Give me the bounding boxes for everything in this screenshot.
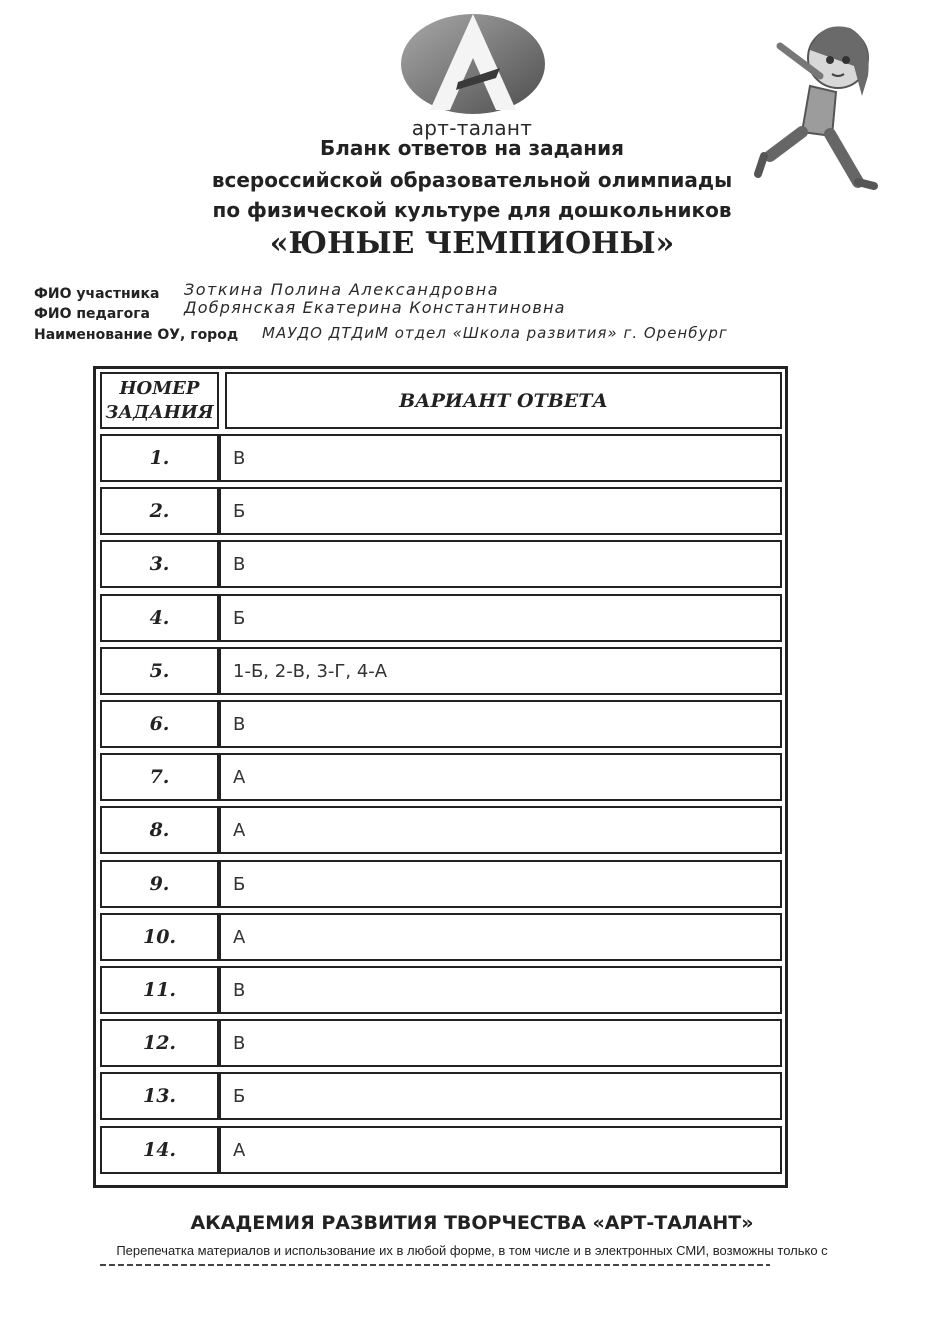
footer-cutoff-line bbox=[100, 1262, 770, 1268]
header-number-cell bbox=[100, 372, 219, 429]
task-number-cell: 10. bbox=[100, 913, 219, 961]
answer-cell: А bbox=[219, 806, 782, 854]
answer-cell: Б bbox=[219, 487, 782, 535]
olympiad-name: «ЮНЫЕ ЧЕМПИОНЫ» bbox=[269, 226, 675, 261]
task-number-cell: 8. bbox=[100, 806, 219, 854]
subject-line: по физической культуре для дошкольников bbox=[212, 198, 732, 222]
task-number-cell: 13. bbox=[100, 1072, 219, 1120]
form-title: Бланк ответов на задания bbox=[320, 136, 624, 160]
answer-cell: В bbox=[219, 966, 782, 1014]
task-number-cell: 1. bbox=[100, 434, 219, 482]
participant-value: Зоткина Полина Александровна bbox=[184, 280, 500, 299]
task-number-cell: 6. bbox=[100, 700, 219, 748]
brand-name: арт-талант bbox=[411, 116, 533, 140]
task-number-cell: 5. bbox=[100, 647, 219, 695]
task-number-cell: 11. bbox=[100, 966, 219, 1014]
task-number-cell: 2. bbox=[100, 487, 219, 535]
art-talant-logo-icon bbox=[398, 2, 548, 122]
answer-cell: 1-Б, 2-В, 3-Г, 4-А bbox=[219, 647, 782, 695]
task-number-cell: 3. bbox=[100, 540, 219, 588]
answer-cell: Б bbox=[219, 860, 782, 908]
task-number-cell: 9. bbox=[100, 860, 219, 908]
task-number-cell: 14. bbox=[100, 1126, 219, 1174]
answer-cell: В bbox=[219, 700, 782, 748]
footer-copyright-text: Перепечатка материалов и использование их в любой форме, в том числе и в электронных СМИ, возможны только с bbox=[116, 1243, 828, 1258]
header-number-line2: ЗАДАНИЯ bbox=[105, 401, 214, 423]
organization-value: МАУДО ДТДиМ отдел «Школа развития» г. Оренбург bbox=[262, 324, 728, 342]
task-number-cell: 4. bbox=[100, 594, 219, 642]
footer-title: АКАДЕМИЯ РАЗВИТИЯ ТВОРЧЕСТВА «АРТ-ТАЛАНТ» bbox=[190, 1212, 754, 1234]
teacher-label: ФИО педагога bbox=[34, 306, 150, 322]
task-number-cell: 12. bbox=[100, 1019, 219, 1067]
answer-cell: А bbox=[219, 753, 782, 801]
answer-cell: Б bbox=[219, 1072, 782, 1120]
participant-label: ФИО участника bbox=[34, 286, 160, 302]
task-number-cell: 7. bbox=[100, 753, 219, 801]
answer-cell: В bbox=[219, 540, 782, 588]
answer-cell: А bbox=[219, 1126, 782, 1174]
answer-cell: В bbox=[219, 434, 782, 482]
header-answer-cell: ВАРИАНТ ОТВЕТА bbox=[225, 372, 782, 429]
olympiad-line: всероссийской образовательной олимпиады bbox=[211, 168, 733, 192]
answer-cell: Б bbox=[219, 594, 782, 642]
answer-cell: В bbox=[219, 1019, 782, 1067]
teacher-value: Добрянская Екатерина Константиновна bbox=[184, 298, 566, 317]
organization-label: Наименование ОУ, город bbox=[34, 327, 239, 343]
answer-cell: А bbox=[219, 913, 782, 961]
header-number-line1: НОМЕР bbox=[119, 377, 200, 399]
